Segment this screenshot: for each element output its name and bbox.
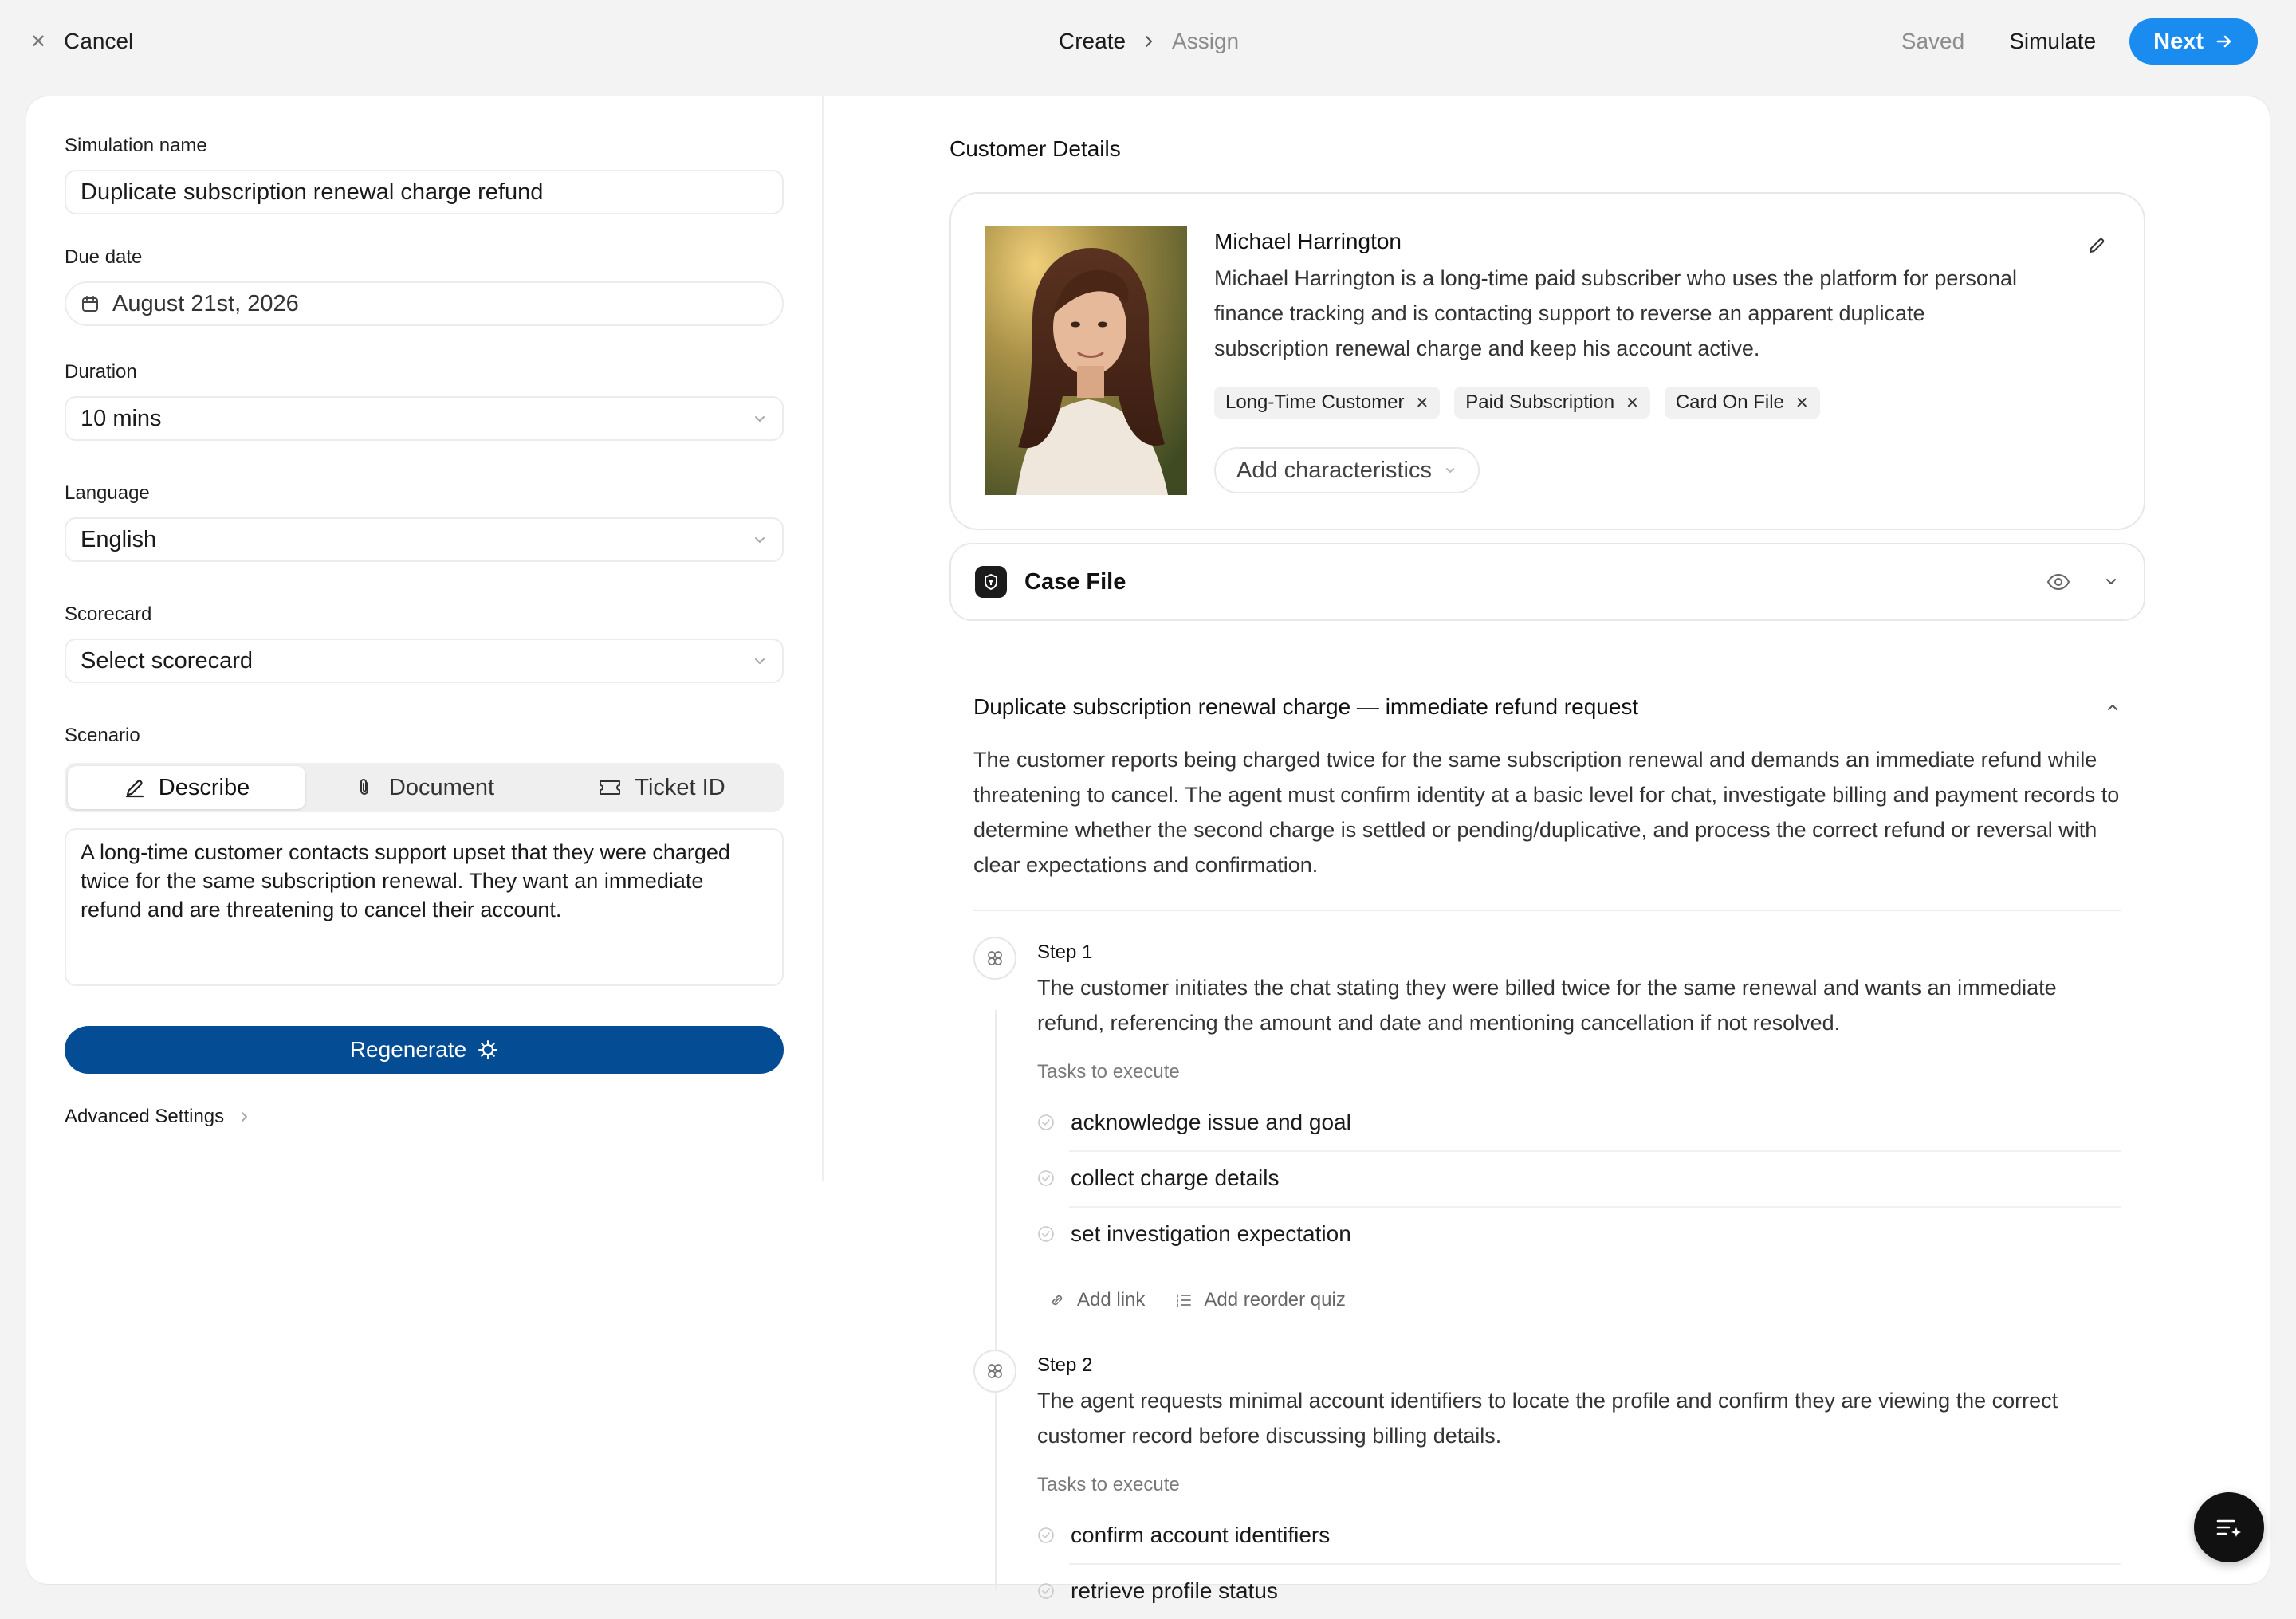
breadcrumb-create[interactable]: Create xyxy=(1059,29,1126,53)
chevron-right-icon xyxy=(1142,34,1156,49)
simulation-name-label: Simulation name xyxy=(65,135,207,156)
add-characteristics-dropdown[interactable] xyxy=(1214,447,1480,493)
advanced-settings-label: Advanced Settings xyxy=(65,1106,225,1127)
chevron-right-icon xyxy=(238,1110,251,1123)
customer-details-title: Customer Details xyxy=(949,136,1121,161)
due-date-label: Due date xyxy=(65,246,143,268)
chevron-down-icon xyxy=(752,532,768,548)
scenario-label: Scenario xyxy=(65,725,140,746)
avatar xyxy=(985,226,1187,495)
scenario-text: A long-time customer contacts support upset that they were charged twice for the same subscription renewal. They want an immediate refund and are threatening to cancel their account. xyxy=(81,840,730,921)
duration-value: 10 mins xyxy=(81,405,162,431)
step-2-description: The agent requests minimal account identifiers to locate the profile and confirm they are viewing the correct customer record before discussing billing details. xyxy=(1037,1389,2058,1448)
task-item[interactable] xyxy=(1037,1150,2121,1206)
tab-document-label: Document xyxy=(388,774,495,800)
customer-description: Michael Harrington is a long-time paid subscriber who uses the platform for personal finance tracking and is contacting support to reverse an apparent duplicate subscription renewal charge and keep his account active. xyxy=(1214,266,2017,360)
add-link-button[interactable] xyxy=(1048,1289,1145,1311)
chevron-down-icon xyxy=(752,411,768,426)
scenario-tabs xyxy=(65,763,784,812)
tab-document[interactable] xyxy=(305,766,543,809)
tag-paid-subscription xyxy=(1454,387,1650,419)
sparkle-gear-icon xyxy=(478,1039,498,1060)
cancel-label: Cancel xyxy=(64,29,134,53)
duration-label: Duration xyxy=(65,361,137,383)
case-file-header[interactable] xyxy=(949,543,2145,621)
task-label: acknowledge issue and goal xyxy=(1071,1110,1351,1134)
task-item[interactable] xyxy=(1037,1094,2121,1150)
due-date-picker[interactable] xyxy=(65,281,784,326)
task-label: collect charge details xyxy=(1071,1165,1280,1190)
tag-label: Card On File xyxy=(1675,391,1784,413)
check-circle-icon xyxy=(1037,1527,1055,1544)
case-file-actions xyxy=(2046,572,2120,591)
case-description: The customer reports being charged twice for the same subscription renewal and demands an immediate refund while threatening to cancel. The agent must confirm identity at a basic level for chat, investigate billing and payment records to determine whether the second charge is settled or pending/duplicative, and process the correct refund or reversal with clear expectations and confirmation. xyxy=(973,748,2120,877)
add-reorder-quiz-button[interactable] xyxy=(1175,1289,1345,1311)
tag-card-on-file xyxy=(1665,387,1820,419)
add-reorder-quiz-label: Add reorder quiz xyxy=(1204,1289,1346,1311)
step-1-description: The customer initiates the chat stating they were billed twice for the same renewal and wants an immediate refund, referencing the amount and date and mentioning cancellation if not resolved. xyxy=(1037,976,2057,1035)
remove-tag-icon[interactable]: ✕ xyxy=(1626,394,1639,412)
step-connector xyxy=(995,1423,997,1590)
step-2-tasks-label: Tasks to execute xyxy=(1037,1474,1180,1495)
chevron-up-icon xyxy=(2104,698,2121,716)
tab-describe-label: Describe xyxy=(158,774,250,800)
step-1-title: Step 1 xyxy=(1037,941,1093,963)
step-1-actions xyxy=(1048,1289,1346,1311)
scorecard-label: Scorecard xyxy=(65,603,152,625)
chevron-down-icon xyxy=(1443,463,1457,477)
close-icon: ✕ xyxy=(30,30,47,53)
tag-long-time-customer xyxy=(1214,387,1440,419)
customer-tags xyxy=(1214,387,1820,419)
chevron-down-icon xyxy=(752,653,768,669)
language-select[interactable] xyxy=(65,517,784,562)
step-2-flower-icon xyxy=(973,1350,1016,1393)
next-label: Next xyxy=(2153,28,2204,54)
task-item[interactable] xyxy=(1037,1507,2121,1563)
edit-pencil-icon[interactable] xyxy=(2086,235,2107,256)
paperclip-icon xyxy=(354,776,376,799)
add-characteristics-label: Add characteristics xyxy=(1236,457,1432,483)
regenerate-button[interactable] xyxy=(65,1026,784,1074)
main-card xyxy=(26,96,2270,1603)
simulation-name-input[interactable] xyxy=(65,170,784,214)
tab-ticket-id[interactable] xyxy=(543,766,780,809)
task-item[interactable] xyxy=(1037,1206,2121,1262)
cancel-button[interactable] xyxy=(30,24,133,59)
due-date-value: August 21st, 2026 xyxy=(112,290,299,316)
ticket-icon xyxy=(598,776,622,799)
scorecard-value: Select scorecard xyxy=(81,647,253,674)
task-label: set investigation expectation xyxy=(1071,1221,1351,1246)
divider xyxy=(973,910,2121,911)
header-actions xyxy=(1901,18,2258,65)
tab-ticket-id-label: Ticket ID xyxy=(635,774,725,800)
scenario-textarea[interactable] xyxy=(65,828,784,986)
case-file-title: Case File xyxy=(1024,568,1126,595)
ai-assistant-button[interactable] xyxy=(2194,1492,2264,1562)
regenerate-label: Regenerate xyxy=(349,1037,467,1062)
column-divider xyxy=(822,96,824,1181)
breadcrumb xyxy=(1059,24,1239,59)
chevron-down-icon[interactable] xyxy=(2102,573,2120,591)
step-1-flower-icon xyxy=(973,937,1016,980)
task-item[interactable] xyxy=(1037,1563,2121,1619)
next-button[interactable] xyxy=(2129,18,2258,65)
tag-label: Long-Time Customer xyxy=(1225,391,1405,413)
simulation-name-value: Duplicate subscription renewal charge refund xyxy=(81,179,544,205)
language-label: Language xyxy=(65,482,150,504)
top-bar xyxy=(0,0,2296,84)
scorecard-select[interactable] xyxy=(65,639,784,683)
simulate-button[interactable]: Simulate xyxy=(2009,29,2097,53)
arrow-right-icon xyxy=(2215,32,2234,51)
add-link-label: Add link xyxy=(1077,1289,1146,1311)
task-label: confirm account identifiers xyxy=(1071,1523,1331,1547)
shield-icon xyxy=(975,566,1007,598)
check-circle-icon xyxy=(1037,1169,1055,1187)
tag-label: Paid Subscription xyxy=(1465,391,1615,413)
check-circle-icon xyxy=(1037,1225,1055,1243)
task-label: retrieve profile status xyxy=(1071,1578,1278,1603)
step-1-tasks-label: Tasks to execute xyxy=(1037,1061,1180,1083)
link-icon xyxy=(1048,1291,1066,1309)
check-circle-icon xyxy=(1037,1582,1055,1600)
tab-describe[interactable] xyxy=(68,766,305,809)
duration-select[interactable] xyxy=(65,396,784,441)
breadcrumb-assign[interactable]: Assign xyxy=(1172,29,1240,53)
customer-card xyxy=(949,192,2145,530)
pencil-icon xyxy=(124,776,146,799)
customer-name: Michael Harrington xyxy=(1214,229,1402,253)
advanced-settings-toggle[interactable] xyxy=(65,1106,251,1128)
calendar-icon xyxy=(81,294,100,313)
step-2-title: Step 2 xyxy=(1037,1354,1093,1376)
sparkle-list-icon xyxy=(2213,1511,2245,1543)
list-ordered-icon xyxy=(1175,1291,1193,1309)
remove-tag-icon[interactable]: ✕ xyxy=(1415,394,1429,412)
eye-icon[interactable] xyxy=(2046,572,2070,591)
check-circle-icon xyxy=(1037,1114,1055,1131)
case-summary-header[interactable] xyxy=(973,690,2121,725)
language-value: English xyxy=(81,526,157,552)
saved-status: Saved xyxy=(1901,29,1965,53)
remove-tag-icon[interactable]: ✕ xyxy=(1795,394,1809,412)
case-title: Duplicate subscription renewal charge — immediate refund request xyxy=(973,694,1639,719)
